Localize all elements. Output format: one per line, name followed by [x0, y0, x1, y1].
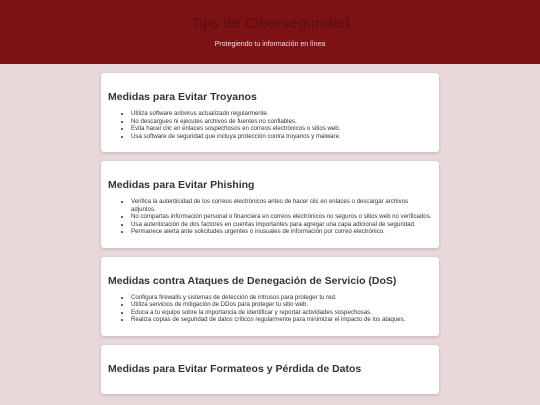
site-header — [0, 0, 540, 64]
tips-list — [108, 110, 432, 140]
site-title: Tips de Ciberseguridad — [190, 15, 350, 32]
section-title: Medidas para Evitar Formateos y Pérdida de Datos — [108, 362, 362, 375]
site-subtitle: Protegiendo tu información en línea — [214, 41, 326, 48]
tip-item: • Configura firewalls y sistemas de detección de intrusos para proteger tu red. — [131, 294, 432, 302]
section-title: Medidas contra Ataques de Denegación de Servicio (DoS) — [108, 274, 397, 287]
tip-item: • Utiliza servicios de mitigación de DDos para proteger tu sitio web. — [131, 301, 432, 309]
section-card-phishing — [101, 161, 439, 248]
section-card-troyanos — [101, 73, 439, 152]
tip-item: • Realiza copias de seguridad de datos críticos regularmente para minimizar el impacto de los ataques. — [131, 316, 432, 324]
tip-item: • Evita hacer clic en enlaces sospechosos en correos electrónicos o sitios web. — [131, 125, 432, 133]
tip-item: • Usa software de seguridad que incluya protección contra troyanos y malware. — [131, 133, 432, 141]
tip-item: • Utiliza software antivirus actualizado regularmente. — [131, 110, 432, 118]
tips-list — [108, 198, 432, 236]
main-content — [101, 73, 439, 394]
tip-item: • Verifica la autenticidad de los correos electrónicos antes de hacer clic en enlaces o descargar archivos adjuntos. — [131, 198, 432, 213]
section-title: Medidas para Evitar Phishing — [108, 179, 255, 191]
tip-item: • Usa autenticación de dos factores en cuentas importantes para agregar una capa adicional de seguridad. — [131, 221, 432, 229]
tip-item: • Educa a tu equipo sobre la importancia de identificar y reportar actividades sospechosas. — [131, 309, 432, 317]
tip-item: • Permanece alerta ante solicitudes urgentes o inusuales de información por correo electrónico. — [131, 228, 432, 236]
section-card-dos — [101, 257, 439, 336]
section-title: Medidas para Evitar Troyanos — [108, 91, 257, 103]
tip-item: • No descargues ni ejecutes archivos de fuentes no confiables. — [131, 118, 432, 126]
tip-item: • No compartas información personal o financiera en correos electrónicos no seguros o sitios web no verificados. — [131, 213, 432, 221]
section-card-formateos — [101, 345, 439, 394]
tips-list — [108, 294, 432, 324]
